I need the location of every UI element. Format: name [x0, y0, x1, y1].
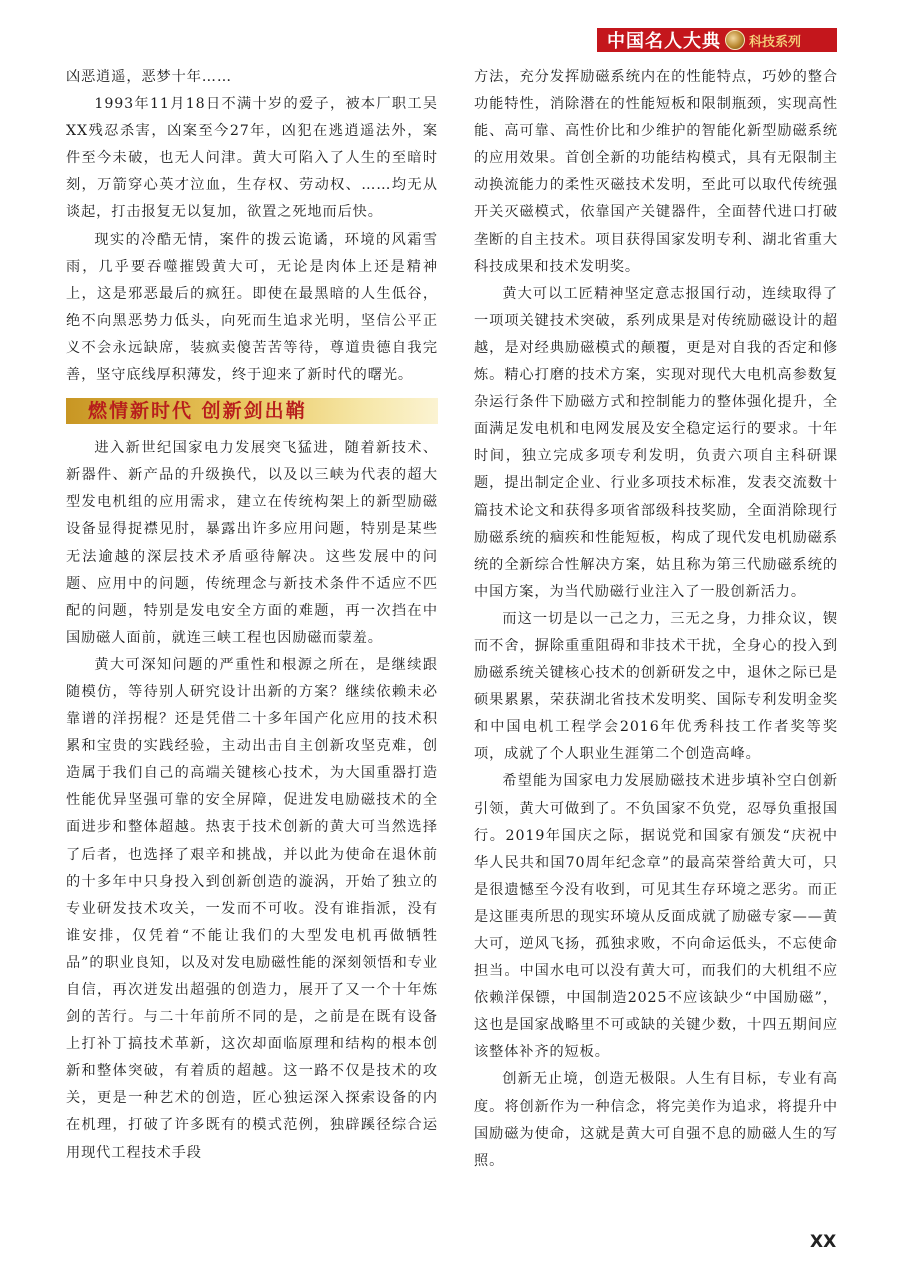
paragraph: 黄大可以工匠精神坚定意志报国行动，连续取得了一项项关键技术突破，系列成果是对传统励磁设计的超越，是对经典励磁模式的颠覆，更是对自我的否定和修炼。精心打磨的技术方案，实现对现代大电机高参数复杂运行条件下励磁方式和控制能力的整体强化提升，全面满足发电机和电网发展及安全稳定运行的要求。十年时间，独立完成多项专利发明，负责六项自主科研课题，提出制定企业、行业多项技术标准，发表交流数十篇技术论文和获得多项省部级科技奖励，全面消除现行励磁系统的痼疾和性能短板，构成了现代发电机励磁系统的全新综合性解决方案，姑且称为第三代励磁系统的中国方案，为当代励磁行业注入了一股创新活力。	[474, 285, 838, 600]
section-banner	[66, 398, 438, 424]
paragraph: 现实的冷酷无情，案件的拨云诡谲，环境的风霜雪雨，几乎要吞噬摧毁黄大可，无论是肉体上还是精神上，这是邪恶最后的疯狂。即使在最黑暗的人生低谷，绝不向黑恶势力低头，向死而生追求光明，坚信公平正义不会永远缺席，装疯卖傻苦苦等待，尊道贵德自我完善，坚守底线厚积薄发，终于迎来了新时代的曙光。	[66, 231, 438, 384]
publication-title: 中国名人大典	[607, 31, 721, 52]
emblem-icon	[725, 30, 745, 50]
paragraph: 黄大可深知问题的严重性和根源之所在，是继续跟随模仿，等待别人研究设计出新的方案？继续依赖未必靠谱的洋拐棍？还是凭借二十多年国产化应用的技术积累和宝贵的实践经验，主动出击自主创新攻坚克难，创造属于我们自己的高端关键核心技术，为大国重器打造性能优异坚强可靠的安全屏障，促进发电励磁技术的全面进步和整体超越。热衷于技术创新的黄大可当然选择了后者，也选择了艰辛和挑战，并以此为使命在退休前的十多年中只身投入到创新创造的漩涡，开始了独立的专业研发技术攻关，一发而不可收。没有谁指派，没有谁安排，仅凭着“不能让我们的大型发电机再做牺牲品”的职业良知，以及对发电励磁性能的深刻领悟和专业自信，再次迸发出超强的创造力，展开了又一个十年炼剑的苦行。与二十年前所不同的是，之前是在既有设备上打补丁搞技术革新，这次却面临原理和结构的根本创新和整体突破，有着质的超越。这一路不仅是技术的攻关，更是一种艺术的创造，匠心独运深入探索设备的内在机理，打破了许多既有的模式范例，独辟蹊径综合运用现代工程技术手段	[66, 656, 438, 1161]
series-label: 科技系列	[749, 34, 802, 50]
page-number: XX	[810, 1232, 837, 1252]
left-column	[66, 64, 438, 1167]
right-column	[474, 64, 838, 1175]
paragraph: 方法，充分发挥励磁系统内在的性能特点，巧妙的整合功能特性，消除潜在的性能短板和限制瓶颈，实现高性能、高可靠、高性价比和少维护的智能化新型励磁系统的应用效果。首创全新的功能结构模式，具有无限制主动换流能力的柔性灭磁技术发明，至此可以取代传统强开关灭磁模式，依靠国产关键器件，全面替代进口打破垄断的自主技术。项目获得国家发明专利、湖北省重大科技成果和技术发明奖。	[474, 69, 838, 275]
header-bar	[597, 28, 837, 52]
section-title: 燃情新时代 创新剑出鞘	[88, 400, 307, 423]
paragraph: 希望能为国家电力发展励磁技术进步填补空白创新引领，黄大可做到了。不负国家不负党，忍辱负重报国行。2019年国庆之际，据说党和国家有颁发“庆祝中华人民共和国70周年纪念章”的最高荣誉给黄大可，只是很遗憾至今没有收到，可见其生存环境之恶劣。而正是这匪夷所思的现实环境从反面成就了励磁专家——黄大可，逆风飞扬，孤独求败，不向命运低头，不忘使命担当。中国水电可以没有黄大可，而我们的大机组不应依赖洋保镖，中国制造2025不应该缺少“中国励磁”，这也是国家战略里不可或缺的关键少数，十四五期间应该整体补齐的短板。	[474, 773, 838, 1061]
paragraph: 而这一切是以一己之力，三无之身，力排众议，锲而不舍，摒除重重阻碍和非技术干扰，全身心的投入到励磁系统关键核心技术的创新研发之中，退休之际已是硕果累累，荣获湖北省技术发明奖、国际专利发明金奖和中国电机工程学会2016年优秀科技工作者奖等奖项，成就了个人职业生涯第二个创造高峰。	[474, 610, 838, 763]
paragraph: 凶恶逍遥，恶梦十年……	[66, 69, 232, 85]
paragraph: 创新无止境，创造无极限。人生有目标，专业有高度。将创新作为一种信念，将完美作为追求，将提升中国励磁为使命，这就是黄大可自强不息的励磁人生的写照。	[474, 1071, 838, 1169]
paragraph: 1993年11月18日不满十岁的爱子，被本厂职工吴XX残忍杀害，凶案至今27年，凶犯在逃逍遥法外，案件至今未破，也无人问津。黄大可陷入了人生的至暗时刻，万箭穿心英才泣血，生存权、劳动权、……均无从谈起，打击报复无以复加，欲置之死地而后快。	[66, 96, 438, 221]
paragraph: 进入新世纪国家电力发展突飞猛进，随着新技术、新器件、新产品的升级换代，以及以三峡为代表的超大型发电机组的应用需求，建立在传统构架上的新型励磁设备显得捉襟见肘，暴露出许多应用问题，特别是某些无法逾越的深层技术矛盾亟待解决。这些发展中的问题、应用中的问题，传统理念与新技术条件不适应不匹配的问题，特别是发电安全方面的难题，再一次挡在中国励磁人面前，就连三峡工程也因励磁而蒙羞。	[66, 440, 438, 646]
